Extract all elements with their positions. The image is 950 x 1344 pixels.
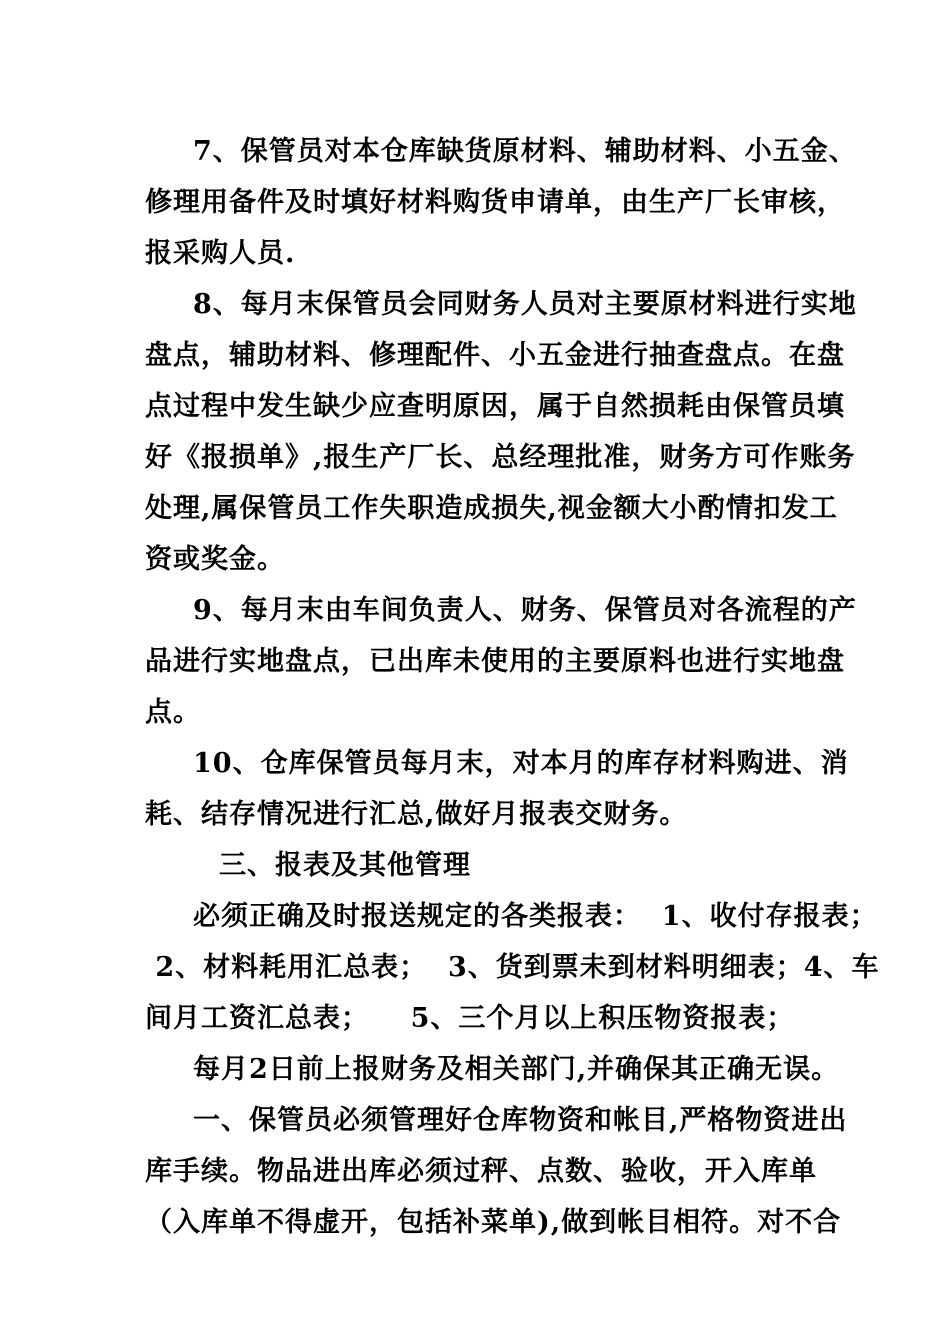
section-heading: 三、报表及其他管理	[219, 850, 471, 881]
paragraph-9-line-3: 点。	[145, 697, 201, 728]
paragraph-8-line-6: 资或奖金。	[145, 544, 285, 575]
reports-line-3: 间月工资汇总表； 5、三个月以上积压物资报表；	[145, 1003, 795, 1034]
paragraph-8-line-5: 处理,属保管员工作失职造成损失,视金额大小酌情扣发工	[145, 493, 838, 524]
paragraph-8-line-1: 8、每月末保管员会同财务人员对主要原材料进行实地	[193, 289, 857, 320]
paragraph-8-line-4: 好《报损单》,报生产厂长、总经理批准，财务方可作账务	[145, 442, 856, 473]
deadline-line: 每月2日前上报财务及相关部门,并确保其正确无误。	[193, 1054, 840, 1085]
paragraph-1-line-3: （入库单不得虚开，包括补菜单),做到帐目相符。对不合	[145, 1207, 842, 1238]
reports-line-2: 2、材料耗用汇总表； 3、货到票未到材料明细表；4、车	[145, 952, 880, 983]
paragraph-1-line-1: 一、保管员必须管理好仓库物资和帐目,严格物资进出	[193, 1105, 848, 1136]
paragraph-9-line-2: 品进行实地盘点，已出库未使用的主要原料也进行实地盘	[145, 646, 845, 677]
reports-line-1: 必须正确及时报送规定的各类报表： 1、收付存报表；	[193, 901, 878, 932]
paragraph-10-line-2: 耗、结存情况进行汇总,做好月报表交财务。	[145, 799, 688, 830]
paragraph-7-line-1: 7、保管员对本仓库缺货原材料、辅助材料、小五金、	[193, 136, 857, 167]
paragraph-1-line-2: 库手续。物品进出库必须过秤、点数、验收，开入库单	[145, 1156, 817, 1187]
paragraph-7-line-3: 报采购人员.	[145, 238, 296, 269]
paragraph-9-line-1: 9、每月末由车间负责人、财务、保管员对各流程的产	[193, 595, 857, 626]
paragraph-8-line-2: 盘点，辅助材料、修理配件、小五金进行抽查盘点。在盘	[145, 340, 845, 371]
paragraph-10-line-1: 10、仓库保管员每月末，对本月的库存材料购进、消	[193, 748, 849, 779]
paragraph-7-line-2: 修理用备件及时填好材料购货申请单，由生产厂长审核，	[145, 187, 845, 218]
paragraph-8-line-3: 点过程中发生缺少应查明原因，属于自然损耗由保管员填	[145, 391, 845, 422]
